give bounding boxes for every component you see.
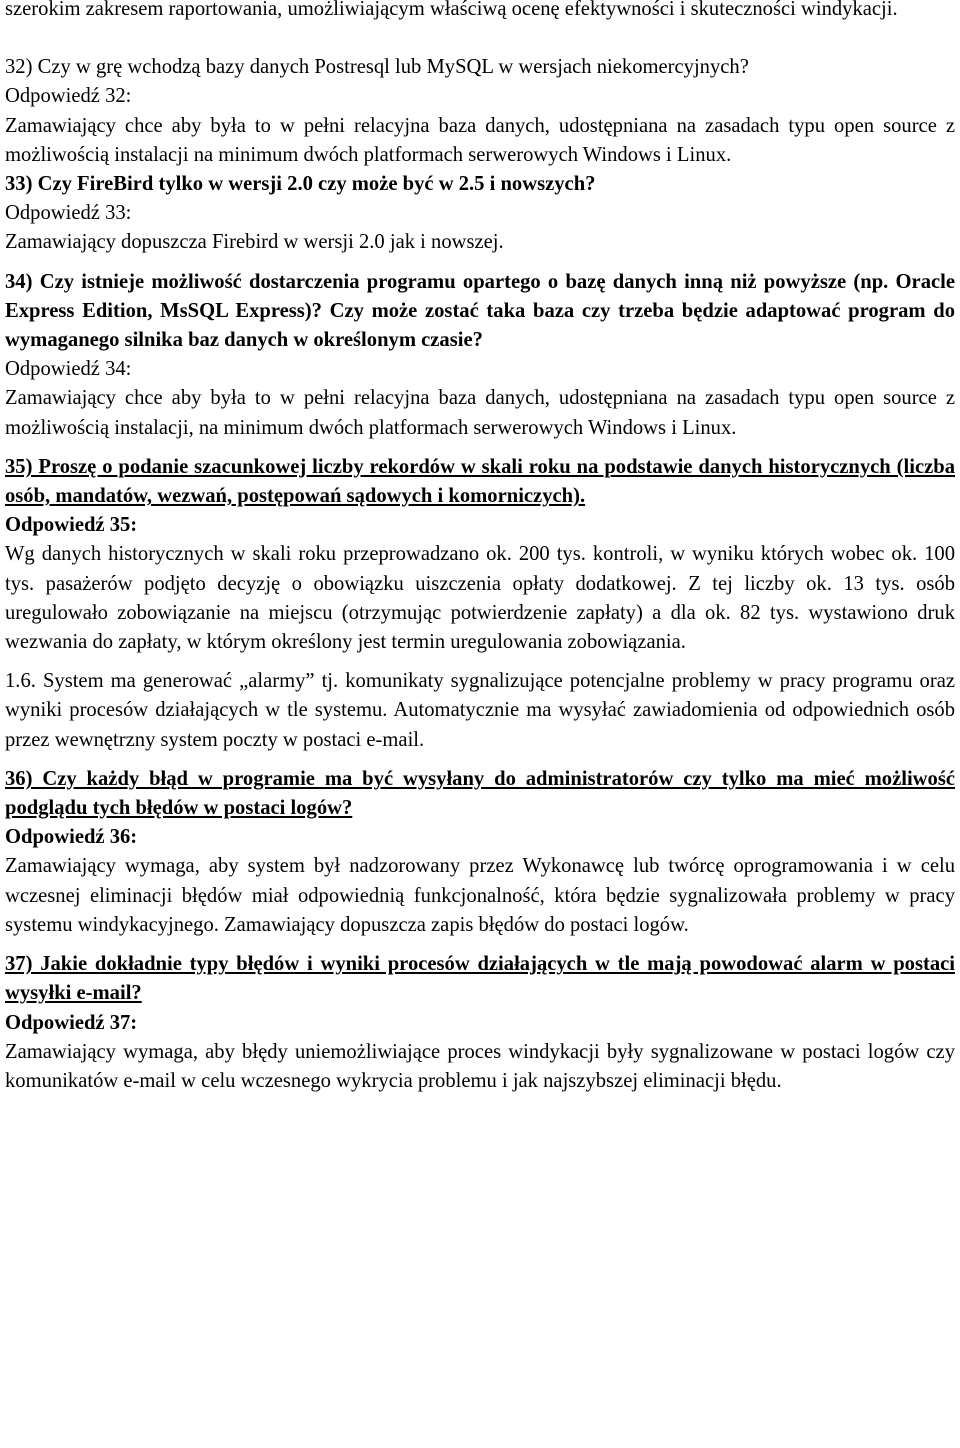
answer-34: Zamawiający chce aby była to w pełni relacyjna baza danych, udostępniana na zasadach typu open source z możliwością instalacji, na minimum dwóch platformach serwerowych Windows i Linux. xyxy=(5,387,955,439)
question-37: 37) Jakie dokładnie typy błędów i wyniki procesów działających w tle mają powodować alarm w postaci wysyłki e-mail? xyxy=(5,953,955,1005)
answer-label-32: Odpowiedź 32: xyxy=(5,85,132,108)
qa-34 xyxy=(5,268,955,443)
document-page xyxy=(5,0,955,1096)
qa-35 xyxy=(5,453,955,657)
qa-36 xyxy=(5,765,955,940)
answer-37: Zamawiający wymaga, aby błędy uniemożliwiające proces windykacji były sygnalizowane w postaci logów czy komunikatów e-mail w celu wczesnego wykrycia problemu i jak najszybszej eliminacji błędu. xyxy=(5,1040,955,1092)
answer-label-37: Odpowiedź 37: xyxy=(5,1011,138,1034)
qa-37 xyxy=(5,950,955,1096)
spacer xyxy=(5,940,955,950)
qa-32 xyxy=(5,53,955,170)
answer-35: Wg danych historycznych w skali roku przeprowadzano ok. 200 tys. kontroli, w wyniku których wobec ok. 100 tys. pasażerów podjęto decyzję o obowiązku uiszczenia opłaty dodatkowej. Z tej liczby ok. 13 tys. osób uregulowało zobowiązanie na miejscu (otrzymując potwierdzenie zapłaty) a dla ok. 82 tys. wystawiono druk wezwania do zapłaty, w którym określony jest termin uregulowania zobowiązania. xyxy=(5,543,955,654)
intro-tail-paragraph: szerokim zakresem raportowania, umożliwiającym właściwą ocenę efektywności i skuteczności windykacji. xyxy=(5,0,898,20)
spacer xyxy=(5,443,955,453)
question-33: 33) Czy FireBird tylko w wersji 2.0 czy może być w 2.5 i nowszych? xyxy=(5,173,596,196)
spacer xyxy=(5,258,955,268)
answer-label-34: Odpowiedź 34: xyxy=(5,358,132,381)
answer-label-35: Odpowiedź 35: xyxy=(5,514,138,537)
requirement-1-6: 1.6. System ma generować „alarmy” tj. komunikaty sygnalizujące potencjalne problemy w pracy programu oraz wyniki procesów działających w tle systemu. Automatycznie ma wysyłać zawiadomienia od odpowiednich osób przez wewnętrzny system poczty w postaci e-mail. xyxy=(5,670,955,751)
question-34: 34) Czy istnieje możliwość dostarczenia programu opartego o bazę danych inną niż powyższe (np. Oracle Express Edition, MsSQL Express)? Czy może zostać taka baza czy trzeba będzie adaptować program do wymaganego silnika baz danych w określonym czasie? xyxy=(5,270,955,352)
answer-32: Zamawiający chce aby była to w pełni relacyjna baza danych, udostępniana na zasadach typu open source z możliwością instalacji na minimum dwóch platformach serwerowych Windows i Linux. xyxy=(5,114,955,166)
answer-36: Zamawiający wymaga, aby system był nadzorowany przez Wykonawcę lub twórcę oprogramowania i w celu wczesnej eliminacji błędów miał odpowiednią funkcjonalność, która będzie sygnalizowała problemy w pracy systemu windykacyjnego. Zamawiający dopuszcza zapis błędów do postaci logów. xyxy=(5,855,955,936)
spacer xyxy=(5,24,955,53)
question-35: 35) Proszę o podanie szacunkowej liczby rekordów w skali roku na podstawie danych historycznych (liczba osób, mandatów, wezwań, postępowań sądowych i komorniczych). xyxy=(5,455,955,508)
answer-label-33: Odpowiedź 33: xyxy=(5,202,132,225)
spacer xyxy=(5,755,955,765)
answer-label-36: Odpowiedź 36: xyxy=(5,826,138,849)
answer-33: Zamawiający dopuszcza Firebird w wersji 2.0 jak i nowszej. xyxy=(5,231,504,254)
question-32: 32) Czy w grę wchodzą bazy danych Postresql lub MySQL w wersjach niekomercyjnych? xyxy=(5,56,749,79)
qa-33 xyxy=(5,170,955,258)
spacer xyxy=(5,657,955,667)
question-36: 36) Czy każdy błąd w programie ma być wysyłany do administratorów czy tylko ma mieć możliwość podglądu tych błędów w postaci logów? xyxy=(5,767,955,820)
